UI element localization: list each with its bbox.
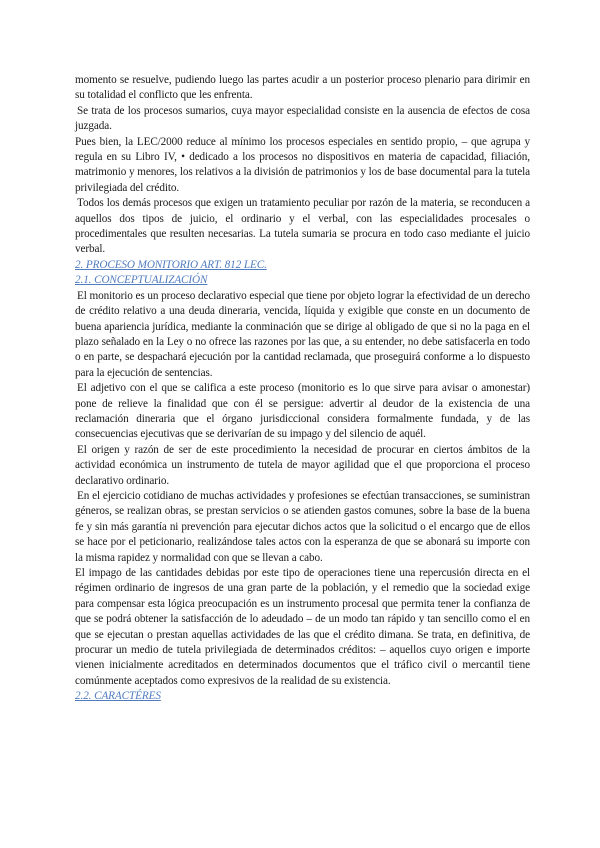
paragraph: En el ejercicio cotidiano de muchas actividades y profesiones se efectúan transacciones, se suministran géneros, se realizan obras, se prestan servicios o se atienden gastos comunes, sobre la base de la buena fe y sin más garantía ni prevención para ejecutar dichos actos que la solicitud o el encargo que de ellos se hace por el peticionario, realizándose tales actos con la esperanza de que se abonará su importe con la misma rapidez y normalidad con que se llevan a cabo. [75,489,530,564]
paragraph: El monitorio es un proceso declarativo especial que tiene por objeto lograr la efectividad de un derecho de crédito relativo a una deuda dineraria, vencida, líquida y exigible que conste en un documento de buena apariencia jurídica, mediante la conminación que se dirige al obligado de que si no la paga en el plazo señalado en la Ley o no ofrece las razones por las que, a su entender, no debe satisfacerla en todo o en parte, se despachará ejecución por la cantidad reclamada, que proseguirá conforme a lo dispuesto para la ejecución de sentencias. [75,289,530,379]
paragraph: momento se resuelve, pudiendo luego las partes acudir a un posterior proceso plenario para dirimir en su totalidad el conflicto que les enfrenta. [75,74,530,102]
subsection-heading: 2.2. CARACTÉRES [75,690,161,703]
paragraph: Se trata de los procesos sumarios, cuya mayor especialidad consiste en la ausencia de efectos de cosa juzgada. [75,104,530,133]
document-page [75,73,530,705]
paragraph: El origen y razón de ser de este procedimiento la necesidad de procurar en ciertos ámbitos de la actividad económica un instrumento de tutela de mayor agilidad que el que proporciona el proceso declarativo ordinario. [75,443,530,487]
paragraph: El adjetivo con el que se califica a este proceso (monitorio es lo que sirve para avisar o amonestar) pone de relieve la finalidad que con él se persigue: advertir al deudor de la existencia de una reclamación dineraria que el órgano jurisdiccional considera formalmente fundada, y de las consecuencias ejecutivas que se derivarían de su impago y del silencio de aquél. [75,382,530,441]
subsection-heading: 2.1. CONCEPTUALIZACIÓN [75,274,208,287]
section-heading: 2. PROCESO MONITORIO ART. 812 LEC. [75,258,267,271]
paragraph: El impago de las cantidades debidas por este tipo de operaciones tiene una repercusión directa en el régimen ordinario de ingresos de una gran parte de la población, y el remedio que la sociedad exige para compensar esta lógica preocupación es un instrumento procesal que permita tener la confianza de que se podrá obtener la satisfacción de lo adeudado – de un modo tan rápido y tan sencillo como el en que se ejecutan o prestan aquellas actividades de las que el crédito dimana. Se trata, en definitiva, de procurar un medio de tutela privilegiada de determinados créditos: – aquellos cuyo origen e importe vienen inicialmente acreditados en determinados documentos que el tráfico civil o mercantil tiene comúnmente aceptados como expresivos de la realidad de su existencia. [75,567,530,687]
paragraph: Todos los demás procesos que exigen un tratamiento peculiar por razón de la materia, se reconducen a aquellos dos tipos de juicio, el ordinario y el verbal, con las especialidades procesales o procedimentales que resulten necesarias. La tutela sumaria se procura en todo caso mediante el juicio verbal. [75,197,530,256]
paragraph: Pues bien, la LEC/2000 reduce al mínimo los procesos especiales en sentido propio, – que agrupa y regula en su Libro IV, • dedicado a los procesos no dispositivos en materia de capacidad, filiación, matrimonio y menores, los relativos a la división de patrimonios y los de base documental para la tutela privilegiada del crédito. [75,135,530,194]
